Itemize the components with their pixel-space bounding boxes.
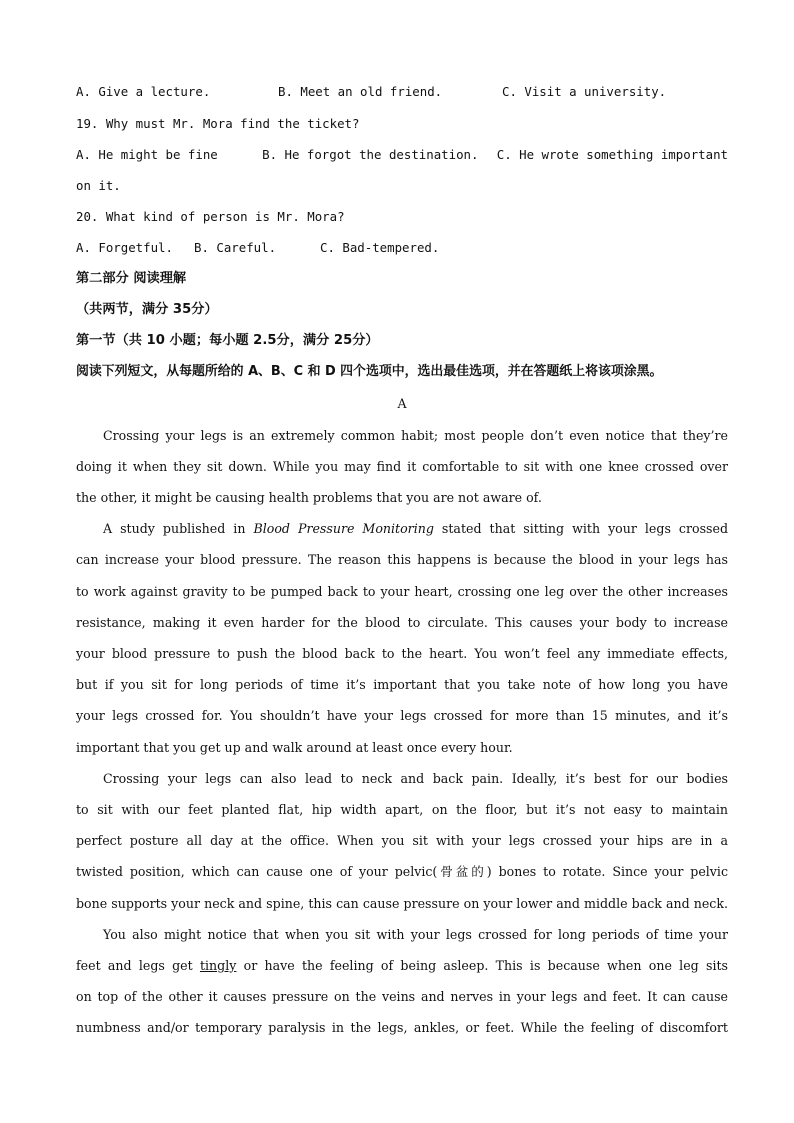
p2-line-2: can increase your blood pressure. The reason this happens is because the blood in your legs has <box>76 552 728 567</box>
section1-heading: 第一节（共 10 小题；每小题 2.5分，满分 25分） <box>76 333 379 348</box>
vocab-word-tingly: tingly <box>199 958 237 973</box>
q18-option-c: C. Visit a university. <box>502 84 667 99</box>
p1-line-2: doing it when they sit down. While you may find it comfortable to sit with one knee crossed over <box>76 459 728 474</box>
journal-title: Blood Pressure Monitoring <box>253 521 434 536</box>
p3-line-4: twisted position, which can cause one of your pelvic(骨盆的) bones to rotate. Since your pelvic <box>76 864 728 879</box>
p2-line-6: but if you sit for long periods of time it’s important that you take note of how long you have <box>76 677 728 692</box>
p3-line-5: bone supports your neck and spine, this can cause pressure on your lower and middle back and neck. <box>76 896 728 911</box>
q19-stem: 19. Why must Mr. Mora find the ticket? <box>76 116 360 131</box>
p2-text-after: stated that sitting with your legs crossed <box>433 521 729 536</box>
q19-options <box>76 147 728 163</box>
p4-line-3: on top of the other it causes pressure on the veins and nerves in your legs and feet. It can cause <box>76 989 728 1004</box>
p4-line-4: numbness and/or temporary paralysis in the legs, ankles, or feet. While the feeling of discomfort <box>76 1020 728 1035</box>
q19-option-c: C. He wrote something important <box>496 147 728 162</box>
q18-option-b: B. Meet an old friend. <box>278 84 443 99</box>
part2-title: 第二部分 阅读理解 <box>76 271 187 286</box>
p2-line-4: resistance, making it even harder for the blood to circulate. This causes your body to increase <box>76 615 728 630</box>
q20-option-b: B. Careful. <box>194 240 277 255</box>
p2-line-3: to work against gravity to be pumped back to your heart, crossing one leg over the other increases <box>76 584 728 599</box>
p1-line-1: Crossing your legs is an extremely common habit; most people don’t even notice that they’re <box>103 428 728 443</box>
p4-line-1: You also might notice that when you sit with your legs crossed for long periods of time your <box>103 927 728 942</box>
q20-stem: 20. What kind of person is Mr. Mora? <box>76 209 345 224</box>
part2-score: （共两节，满分 35分） <box>76 302 218 317</box>
q20-option-a: A. Forgetful. <box>76 240 173 255</box>
q19-option-b: B. He forgot the destination. <box>262 147 479 162</box>
p3-line-3: perfect posture all day at the office. When you sit with your legs crossed your hips are in a <box>76 833 728 848</box>
p4-text-before: feet and legs get <box>76 958 200 973</box>
q18-option-a: A. Give a lecture. <box>76 84 211 99</box>
p2-line-8: important that you get up and walk around at least once every hour. <box>76 740 513 755</box>
q19-option-a: A. He might be fine <box>76 147 218 162</box>
q18-options <box>76 84 728 100</box>
p3-line-2: to sit with our feet planted flat, hip width apart, on the floor, but it’s not easy to maintain <box>76 802 728 817</box>
instruction: 阅读下列短文，从每题所给的 A、B、C 和 D 四个选项中，选出最佳选项，并在答题纸上将该项涂黑。 <box>76 364 663 379</box>
q19-option-c-continued: on it. <box>76 178 121 193</box>
q20-options <box>76 240 728 256</box>
p2-text-before: A study published in <box>103 521 254 536</box>
p1-line-3: the other, it might be causing health problems that you are not aware of. <box>76 490 542 505</box>
q20-option-c: C. Bad-tempered. <box>320 240 440 255</box>
p2-line-1 <box>103 521 728 537</box>
passage-label: A <box>397 396 407 411</box>
p4-line-2 <box>76 958 728 974</box>
p3-line-1: Crossing your legs can also lead to neck and back pain. Ideally, it’s best for our bodies <box>103 771 728 786</box>
p2-line-5: your blood pressure to push the blood back to the heart. You won’t feel any immediate effects, <box>76 646 728 661</box>
p4-text-after: or have the feeling of being asleep. This is because when one leg sits <box>236 958 729 973</box>
p2-line-7: your legs crossed for. You shouldn’t have your legs crossed for more than 15 minutes, and it’s <box>76 708 728 723</box>
